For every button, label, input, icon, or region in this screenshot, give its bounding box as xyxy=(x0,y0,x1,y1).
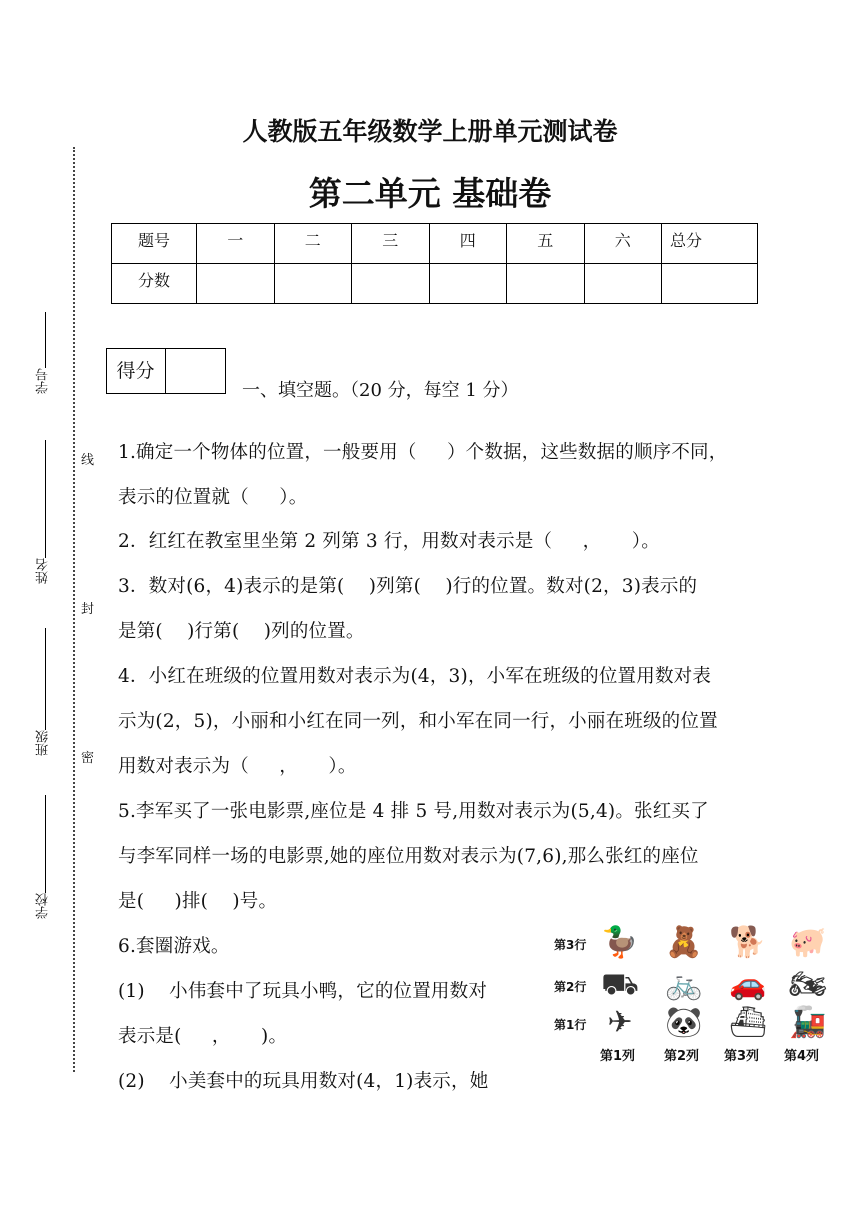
toy-position-figure xyxy=(548,920,838,1070)
section-score-label: 得分 xyxy=(106,348,166,394)
question-line: 用数对表示为（ ， ）。 xyxy=(118,756,357,777)
dog-icon: 🐕 xyxy=(729,925,767,960)
pig-icon: 🐖 xyxy=(789,925,827,960)
score-field[interactable] xyxy=(274,264,352,304)
table-cell: 四 xyxy=(429,224,507,264)
table-cell: 总分 xyxy=(662,224,758,264)
row-label: 第2行 xyxy=(554,980,587,994)
column-label: 第2列 xyxy=(664,1049,700,1064)
school-blank xyxy=(45,795,46,893)
score-field[interactable] xyxy=(584,264,662,304)
table-row xyxy=(112,264,758,304)
boat-icon: ⛴ xyxy=(728,1005,768,1040)
tank-icon: ⛟ xyxy=(601,967,639,1002)
column-label: 第3列 xyxy=(724,1049,760,1064)
bicycle-icon: 🚲 xyxy=(665,967,703,1002)
student-id-label: 学号 xyxy=(36,368,51,394)
question-line: 表示的位置就（ ）。 xyxy=(118,487,308,508)
question-line: 5.李军买了一张电影票,座位是 4 排 5 号,用数对表示为(5,4)。张红买了 xyxy=(118,801,709,822)
question-line: (2) 小美套中的玩具用数对(4，1)表示，她 xyxy=(118,1071,489,1092)
train-icon: 🚂 xyxy=(789,1005,827,1040)
binding-dotted-line xyxy=(73,147,75,1072)
column-label: 第4列 xyxy=(784,1049,820,1064)
duck-icon: 🦆 xyxy=(601,925,639,960)
question-line: 表示是( ， )。 xyxy=(118,1026,288,1047)
question-line: (1) 小伟套中了玩具小鸭，它的位置用数对 xyxy=(118,981,488,1002)
exam-title: 人教版五年级数学上册单元测试卷 xyxy=(242,117,618,146)
table-cell: 二 xyxy=(274,224,352,264)
score-field[interactable] xyxy=(352,264,430,304)
column-label: 第1列 xyxy=(600,1049,636,1064)
class-blank xyxy=(45,628,46,730)
question-line: 1.确定一个物体的位置，一般要用（ ）个数据，这些数据的顺序不同， xyxy=(118,442,728,463)
row-label: 第3行 xyxy=(554,938,587,952)
table-row xyxy=(112,224,758,264)
score-field[interactable] xyxy=(662,264,758,304)
unit-title: 第二单元 基础卷 xyxy=(308,174,552,213)
question-line: 与李军同样一场的电影票,她的座位用数对表示为(7,6),那么张红的座位 xyxy=(118,846,699,867)
table-cell: 分数 xyxy=(112,264,197,304)
table-cell: 六 xyxy=(584,224,662,264)
bear-icon: 🧸 xyxy=(665,925,703,960)
table-cell: 一 xyxy=(197,224,275,264)
airplane-icon: ✈ xyxy=(607,1005,633,1040)
seal-char-xian: 线 xyxy=(81,449,94,468)
table-cell: 三 xyxy=(352,224,430,264)
row-label: 第1行 xyxy=(554,1018,587,1032)
seal-char-feng: 封 xyxy=(81,598,94,617)
car-icon: 🚗 xyxy=(729,967,767,1002)
table-cell: 五 xyxy=(507,224,585,264)
question-line: 6.套圈游戏。 xyxy=(118,936,230,957)
question-line: 4．小红在班级的位置用数对表示为(4，3)，小军在班级的位置用数对表 xyxy=(118,666,712,687)
question-line: 是第( )行第( )列的位置。 xyxy=(118,621,365,642)
school-label: 学校 xyxy=(36,893,51,919)
section-title: 一、填空题。（20 分，每空 1 分） xyxy=(242,380,519,401)
score-field[interactable] xyxy=(197,264,275,304)
question-line: 2．红红在教室里坐第 2 列第 3 行，用数对表示是（ ， ）。 xyxy=(118,531,660,552)
question-line: 示为(2，5)，小丽和小红在同一列，和小军在同一行，小丽在班级的位置 xyxy=(118,711,718,732)
score-field[interactable] xyxy=(429,264,507,304)
question-line: 是( )排( )号。 xyxy=(118,891,278,912)
name-blank xyxy=(45,440,46,558)
name-label: 姓名 xyxy=(36,558,51,584)
motorcycle-icon: 🏍 xyxy=(788,967,828,1002)
student-id-blank xyxy=(45,312,46,368)
class-label: 班级 xyxy=(36,730,51,756)
score-table xyxy=(111,223,758,304)
panda-icon: 🐼 xyxy=(665,1005,703,1040)
seal-char-mi: 密 xyxy=(81,747,94,766)
question-line: 3．数对(6，4)表示的是第( )列第( )行的位置。数对(2，3)表示的 xyxy=(118,576,698,597)
table-cell: 题号 xyxy=(112,224,197,264)
score-field[interactable] xyxy=(507,264,585,304)
